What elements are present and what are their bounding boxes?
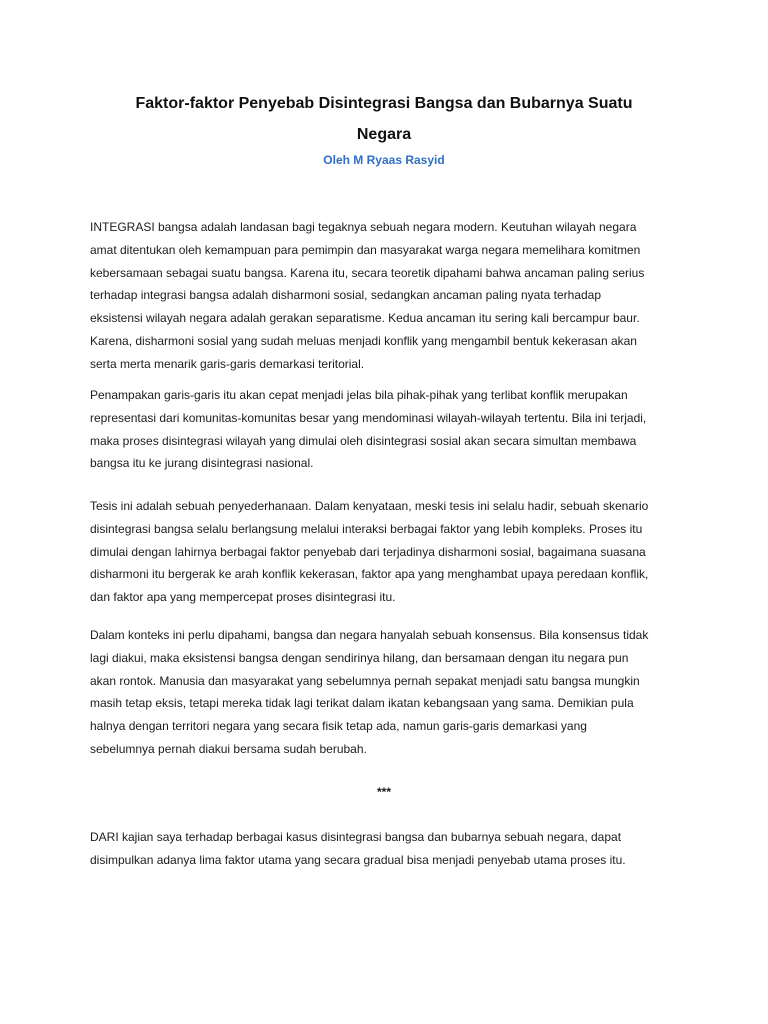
paragraph-line: Penampakan garis-garis itu akan cepat menjadi jelas bila pihak-pihak yang terlibat konflik merupakan (90, 388, 628, 402)
title-line-2: Negara (356, 126, 412, 143)
paragraph-line: representasi dari komunitas-komunitas besar yang mendominasi wilayah-wilayah tertentu. Bila ini terjadi, (90, 410, 647, 425)
paragraph-line: lagi diakui, maka eksistensi bangsa dengan sendirinya hilang, dan bersamaan dengan itu negara pun (90, 650, 629, 665)
paragraph-line: Tesis ini adalah sebuah penyederhanaan. Dalam kenyataan, meski tesis ini selalu hadir, sebuah skenario (90, 499, 649, 513)
paragraph-line: dan faktor apa yang mempercepat proses disintegrasi itu. (90, 590, 396, 605)
paragraph-line: halnya dengan territori negara yang secara fisik tetap ada, namun garis-garis demarkasi yang (90, 719, 587, 734)
paragraph-line: sebelumnya pernah diakui bersama sudah berubah. (90, 741, 367, 756)
paragraph-line: eksistensi wilayah negara adalah gerakan separatisme. Kedua ancaman itu sering kali bercampur baur. (90, 311, 640, 326)
paragraph-line: maka proses disintegrasi wilayah yang dimulai oleh disintegrasi sosial akan secara simultan membawa (90, 433, 637, 448)
author-byline[interactable]: Oleh M Ryaas Rasyid (323, 153, 445, 167)
paragraph-4 (90, 624, 690, 761)
paragraph-1 (90, 216, 690, 376)
paragraph-line: amat ditentukan oleh kemampuan para pemimpin dan masyarakat warga negara memelihara komitmen (90, 242, 641, 257)
paragraph-line: disimpulkan adanya lima faktor utama yang secara gradual bisa menjadi penyebab utama proses itu. (90, 852, 626, 867)
paragraph-line: masih tetap eksis, tetapi mereka tidak lagi terikat dalam ikatan kebangsaan yang sama. Demikian pula (90, 696, 634, 711)
paragraph-line: dimulai dengan lahirnya berbagai faktor penyebab dari terjadinya disharmoni sosial, bagaimana suasana (90, 544, 646, 559)
paragraph-line: serta merta menarik garis-garis demarkasi teritorial. (90, 356, 365, 371)
document-title (96, 88, 672, 150)
paragraph-line: disintegrasi bangsa selalu berlangsung melalui interaksi berbagai faktor yang lebih kompleks. Proses itu (90, 521, 643, 536)
paragraph-3 (90, 495, 690, 609)
paragraph-line: DARI kajian saya terhadap berbagai kasus disintegrasi bangsa dan bubarnya sebuah negara, dapat (90, 830, 622, 844)
paragraph-5 (90, 826, 690, 872)
paragraph-line: INTEGRASI bangsa adalah landasan bagi tegaknya sebuah negara modern. Keutuhan wilayah negara (90, 220, 637, 234)
title-line-1: Faktor-faktor Penyebab Disintegrasi Bangsa dan Bubarnya Suatu (135, 95, 633, 112)
paragraph-line: disharmoni itu bergerak ke arah konflik kekerasan, faktor apa yang menghambat upaya peredaan konflik, (90, 567, 649, 582)
section-separator: *** (376, 785, 391, 799)
paragraph-line: Dalam konteks ini perlu dipahami, bangsa dan negara hanyalah sebuah konsensus. Bila konsensus tidak (90, 628, 649, 642)
paragraph-line: Karena, disharmoni sosial yang sudah meluas menjadi konflik yang mengambil bentuk kekerasan akan (90, 333, 637, 348)
paragraph-line: akan rontok. Manusia dan masyarakat yang sebelumnya pernah sepakat menjadi satu bangsa mungkin (90, 673, 640, 688)
paragraph-line: bangsa itu ke jurang disintegrasi nasional. (90, 456, 314, 471)
paragraph-line: terhadap integrasi bangsa adalah disharmoni sosial, sedangkan ancaman paling nyata terhadap (90, 288, 602, 303)
paragraph-2 (90, 384, 690, 475)
paragraph-line: kebersamaan sebagai suatu bangsa. Karena itu, secara teoretik dipahami bahwa ancaman paling serius (90, 265, 645, 280)
